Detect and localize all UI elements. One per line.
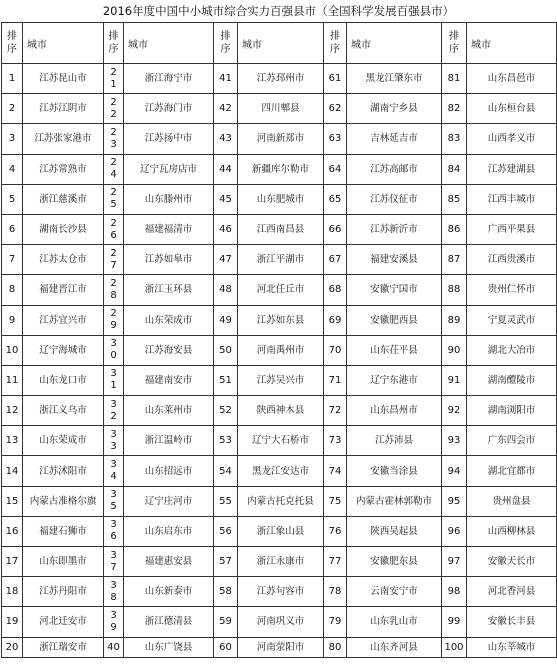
city-cell: 江苏沭阳市 (23, 456, 104, 486)
rank-cell: 48 (214, 275, 238, 305)
rank-cell: 2 2 (104, 94, 124, 124)
city-cell: 河南禹州市 (238, 335, 324, 365)
table-row (2, 154, 557, 184)
rank-cell: 3 4 (104, 456, 124, 486)
rank-cell: 7 (2, 245, 23, 275)
rank-cell: 74 (324, 456, 347, 486)
rank-cell: 58 (214, 577, 238, 607)
rank-cell: 2 5 (104, 184, 124, 214)
rank-cell: 87 (442, 245, 467, 275)
city-cell: 江苏新沂市 (347, 214, 442, 244)
city-cell: 江苏丹阳市 (23, 577, 104, 607)
rank-cell: 81 (442, 64, 467, 94)
city-cell: 江苏昆山市 (23, 64, 104, 94)
rank-cell: 59 (214, 607, 238, 637)
rank-cell: 2 8 (104, 275, 124, 305)
ranking-table (1, 22, 557, 658)
rank-cell: 16 (2, 516, 23, 546)
rank-cell: 97 (442, 547, 467, 577)
rank-cell: 93 (442, 426, 467, 456)
city-cell: 江苏张家港市 (23, 124, 104, 154)
rank-cell: 3 7 (104, 547, 124, 577)
city-cell: 安徽天长市 (467, 547, 557, 577)
header-row (2, 23, 557, 64)
rank-cell: 52 (214, 396, 238, 426)
city-cell: 广东四会市 (467, 426, 557, 456)
city-cell: 山东招远市 (124, 456, 214, 486)
rank-cell: 60 (214, 637, 238, 657)
table-row (2, 305, 557, 335)
rank-cell: 13 (2, 426, 23, 456)
city-cell: 浙江义乌市 (23, 396, 104, 426)
city-cell: 河南荥阳市 (238, 637, 324, 657)
city-cell: 安徽宁国市 (347, 275, 442, 305)
table-row (2, 245, 557, 275)
rank-cell: 85 (442, 184, 467, 214)
rank-cell: 3 1 (104, 365, 124, 395)
city-cell: 辽宁庄河市 (124, 486, 214, 516)
rank-cell: 12 (2, 396, 23, 426)
table-row (2, 184, 557, 214)
city-header: 城市 (23, 23, 104, 64)
rank-cell: 45 (214, 184, 238, 214)
rank-cell: 75 (324, 486, 347, 516)
city-cell: 江西丰城市 (467, 184, 557, 214)
rank-cell: 92 (442, 396, 467, 426)
rank-cell: 3 5 (104, 486, 124, 516)
table-row (2, 335, 557, 365)
city-cell: 安徽肥东县 (347, 547, 442, 577)
rank-cell: 2 7 (104, 245, 124, 275)
city-cell: 辽宁大石桥市 (238, 426, 324, 456)
rank-cell: 98 (442, 577, 467, 607)
city-cell: 江苏高邮市 (347, 154, 442, 184)
city-cell: 江苏建湖县 (467, 154, 557, 184)
rank-cell: 67 (324, 245, 347, 275)
table-row (2, 124, 557, 154)
city-header: 城市 (347, 23, 442, 64)
city-cell: 湖南长沙县 (23, 214, 104, 244)
rank-cell: 14 (2, 456, 23, 486)
rank-cell: 99 (442, 607, 467, 637)
city-cell: 山东新泰市 (124, 577, 214, 607)
rank-cell: 11 (2, 365, 23, 395)
rank-cell: 56 (214, 516, 238, 546)
rank-cell: 72 (324, 396, 347, 426)
rank-cell: 2 9 (104, 305, 124, 335)
city-cell: 浙江瑞安市 (23, 637, 104, 657)
rank-cell: 90 (442, 335, 467, 365)
rank-cell: 46 (214, 214, 238, 244)
city-cell: 江苏如东县 (238, 305, 324, 335)
table-row (2, 577, 557, 607)
rank-cell: 3 6 (104, 516, 124, 546)
rank-cell: 54 (214, 456, 238, 486)
city-cell: 山东启东市 (124, 516, 214, 546)
city-cell: 湖南醴陵市 (467, 365, 557, 395)
city-cell: 河南巩义市 (238, 607, 324, 637)
table-row (2, 486, 557, 516)
city-cell: 吉林延吉市 (347, 124, 442, 154)
rank-cell: 96 (442, 516, 467, 546)
city-cell: 江苏如皋市 (124, 245, 214, 275)
rank-header-label: 排 序 (108, 31, 119, 55)
city-cell: 山东肥城市 (238, 184, 324, 214)
rank-header-label: 排 序 (7, 31, 17, 55)
city-cell: 宁夏灵武市 (467, 305, 557, 335)
city-cell: 江苏仪征市 (347, 184, 442, 214)
rank-cell: 70 (324, 335, 347, 365)
city-cell: 江苏沛县 (347, 426, 442, 456)
city-cell: 浙江德清县 (124, 607, 214, 637)
table-row (2, 365, 557, 395)
city-cell: 安徽长丰县 (467, 607, 557, 637)
rank-cell: 2 (2, 94, 23, 124)
city-cell: 江苏邳州市 (238, 64, 324, 94)
rank-cell: 42 (214, 94, 238, 124)
rank-cell: 94 (442, 456, 467, 486)
rank-cell: 53 (214, 426, 238, 456)
rank-cell: 9 (2, 305, 23, 335)
city-cell: 湖北大冶市 (467, 335, 557, 365)
rank-header (2, 23, 23, 64)
rank-cell: 91 (442, 365, 467, 395)
rank-cell: 19 (2, 607, 23, 637)
rank-cell: 78 (324, 577, 347, 607)
table-row (2, 396, 557, 426)
rank-cell: 4 (2, 154, 23, 184)
city-cell: 河北迁安市 (23, 607, 104, 637)
rank-cell: 47 (214, 245, 238, 275)
rank-cell: 3 (2, 124, 23, 154)
rank-cell: 18 (2, 577, 23, 607)
city-cell: 贵州仁怀市 (467, 275, 557, 305)
rank-cell: 8 (2, 275, 23, 305)
rank-cell: 84 (442, 154, 467, 184)
city-cell: 湖南宁乡县 (347, 94, 442, 124)
rank-cell: 3 8 (104, 577, 124, 607)
city-header: 城市 (238, 23, 324, 64)
rank-header-label: 排 序 (449, 31, 459, 55)
city-cell: 江苏太仓市 (23, 245, 104, 275)
table-row (2, 94, 557, 124)
city-cell: 山东齐河县 (347, 637, 442, 657)
rank-cell: 63 (324, 124, 347, 154)
rank-header (214, 23, 238, 64)
rank-cell: 5 (2, 184, 23, 214)
city-cell: 河南新郑市 (238, 124, 324, 154)
city-cell: 江苏海安县 (124, 335, 214, 365)
rank-cell: 76 (324, 516, 347, 546)
table-row (2, 456, 557, 486)
rank-cell: 80 (324, 637, 347, 657)
rank-cell: 82 (442, 94, 467, 124)
rank-cell: 10 (2, 335, 23, 365)
rank-cell: 73 (324, 426, 347, 456)
city-cell: 山东滕州市 (124, 184, 214, 214)
rank-cell: 51 (214, 365, 238, 395)
city-cell: 山东茌平县 (347, 335, 442, 365)
city-header: 城市 (124, 23, 214, 64)
page-title: 2016年度中国中小城市综合实力百强县市（全国科学发展百强县市） (102, 4, 455, 18)
rank-cell: 15 (2, 486, 23, 516)
city-cell: 福建福清市 (124, 214, 214, 244)
rank-cell: 66 (324, 214, 347, 244)
table-row (2, 275, 557, 305)
city-cell: 山东桓台县 (467, 94, 557, 124)
table-row (2, 637, 557, 657)
city-cell: 山东即墨市 (23, 547, 104, 577)
city-cell: 山西柳林县 (467, 516, 557, 546)
city-cell: 江苏江阴市 (23, 94, 104, 124)
city-cell: 广西平果县 (467, 214, 557, 244)
city-cell: 辽宁海城市 (23, 335, 104, 365)
city-cell: 江苏扬中市 (124, 124, 214, 154)
city-cell: 浙江温岭市 (124, 426, 214, 456)
city-cell: 山东莱州市 (124, 396, 214, 426)
city-cell: 湖北宜都市 (467, 456, 557, 486)
city-cell: 福建晋江市 (23, 275, 104, 305)
city-cell: 内蒙古准格尔旗 (23, 486, 104, 516)
city-cell: 安徽当涂县 (347, 456, 442, 486)
city-cell: 辽宁东港市 (347, 365, 442, 395)
city-cell: 山东荣成市 (124, 305, 214, 335)
rank-cell: 44 (214, 154, 238, 184)
city-cell: 山东龙口市 (23, 365, 104, 395)
city-cell: 福建石狮市 (23, 516, 104, 546)
table-row (2, 607, 557, 637)
city-cell: 内蒙古霍林郭勒市 (347, 486, 442, 516)
rank-cell: 17 (2, 547, 23, 577)
rank-cell: 57 (214, 547, 238, 577)
rank-cell: 95 (442, 486, 467, 516)
city-cell: 陕西神木县 (238, 396, 324, 426)
city-cell: 山东荣成市 (23, 426, 104, 456)
city-cell: 福建南安市 (124, 365, 214, 395)
rank-header (324, 23, 347, 64)
rank-cell: 41 (214, 64, 238, 94)
city-cell: 江苏宜兴市 (23, 305, 104, 335)
table-row (2, 426, 557, 456)
rank-header-label: 排 序 (220, 31, 231, 55)
city-cell: 黑龙江安达市 (238, 456, 324, 486)
rank-cell: 61 (324, 64, 347, 94)
city-cell: 辽宁瓦房店市 (124, 154, 214, 184)
rank-header-label: 排 序 (330, 31, 340, 55)
rank-cell: 3 9 (104, 607, 124, 637)
rank-cell: 43 (214, 124, 238, 154)
rank-cell: 83 (442, 124, 467, 154)
rank-header (104, 23, 124, 64)
rank-cell: 62 (324, 94, 347, 124)
city-cell: 云南安宁市 (347, 577, 442, 607)
rank-cell: 86 (442, 214, 467, 244)
rank-cell: 49 (214, 305, 238, 335)
city-cell: 浙江慈溪市 (23, 184, 104, 214)
rank-cell: 77 (324, 547, 347, 577)
city-cell: 浙江玉环县 (124, 275, 214, 305)
city-cell: 江苏常熟市 (23, 154, 104, 184)
city-cell: 浙江象山县 (238, 516, 324, 546)
rank-cell: 1 (2, 64, 23, 94)
city-cell: 河北任丘市 (238, 275, 324, 305)
city-cell: 山东莘城市 (467, 637, 557, 657)
city-cell: 安徽肥西县 (347, 305, 442, 335)
city-cell: 山西孝义市 (467, 124, 557, 154)
table-row (2, 64, 557, 94)
rank-cell: 3 3 (104, 426, 124, 456)
city-cell: 江苏海门市 (124, 94, 214, 124)
city-cell: 贵州盘县 (467, 486, 557, 516)
rank-cell: 88 (442, 275, 467, 305)
city-cell: 江西贵溪市 (467, 245, 557, 275)
rank-cell: 65 (324, 184, 347, 214)
rank-cell: 6 (2, 214, 23, 244)
city-cell: 河北香河县 (467, 577, 557, 607)
city-cell: 浙江永康市 (238, 547, 324, 577)
city-cell: 江苏句容市 (238, 577, 324, 607)
rank-cell: 68 (324, 275, 347, 305)
city-cell: 山东广饶县 (124, 637, 214, 657)
rank-cell: 71 (324, 365, 347, 395)
rank-cell: 2 3 (104, 124, 124, 154)
city-cell: 江苏吴兴市 (238, 365, 324, 395)
rank-cell: 55 (214, 486, 238, 516)
rank-cell: 64 (324, 154, 347, 184)
rank-cell: 2 1 (104, 64, 124, 94)
city-cell: 浙江平湖市 (238, 245, 324, 275)
rank-cell: 3 0 (104, 335, 124, 365)
rank-cell: 20 (2, 637, 23, 657)
city-cell: 江西南昌县 (238, 214, 324, 244)
city-cell: 内蒙古托克托县 (238, 486, 324, 516)
city-cell: 湖南浏阳市 (467, 396, 557, 426)
rank-cell: 100 (442, 637, 467, 657)
rank-cell: 69 (324, 305, 347, 335)
table-row (2, 516, 557, 546)
rank-cell: 50 (214, 335, 238, 365)
table-row (2, 547, 557, 577)
city-cell: 山东昌州市 (347, 396, 442, 426)
rank-cell: 2 6 (104, 214, 124, 244)
rank-cell: 79 (324, 607, 347, 637)
table-row (2, 214, 557, 244)
city-header: 城市 (467, 23, 557, 64)
rank-cell: 2 4 (104, 154, 124, 184)
rank-cell: 89 (442, 305, 467, 335)
city-cell: 四川郫县 (238, 94, 324, 124)
city-cell: 福建安溪县 (347, 245, 442, 275)
rank-header (442, 23, 467, 64)
city-cell: 山东昌邑市 (467, 64, 557, 94)
city-cell: 福建惠安县 (124, 547, 214, 577)
city-cell: 陕西吴起县 (347, 516, 442, 546)
rank-cell: 3 2 (104, 396, 124, 426)
city-cell: 新疆库尔勒市 (238, 154, 324, 184)
city-cell: 浙江海宁市 (124, 64, 214, 94)
city-cell: 山东乳山市 (347, 607, 442, 637)
city-cell: 黑龙江肇东市 (347, 64, 442, 94)
rank-cell: 40 (104, 637, 124, 657)
